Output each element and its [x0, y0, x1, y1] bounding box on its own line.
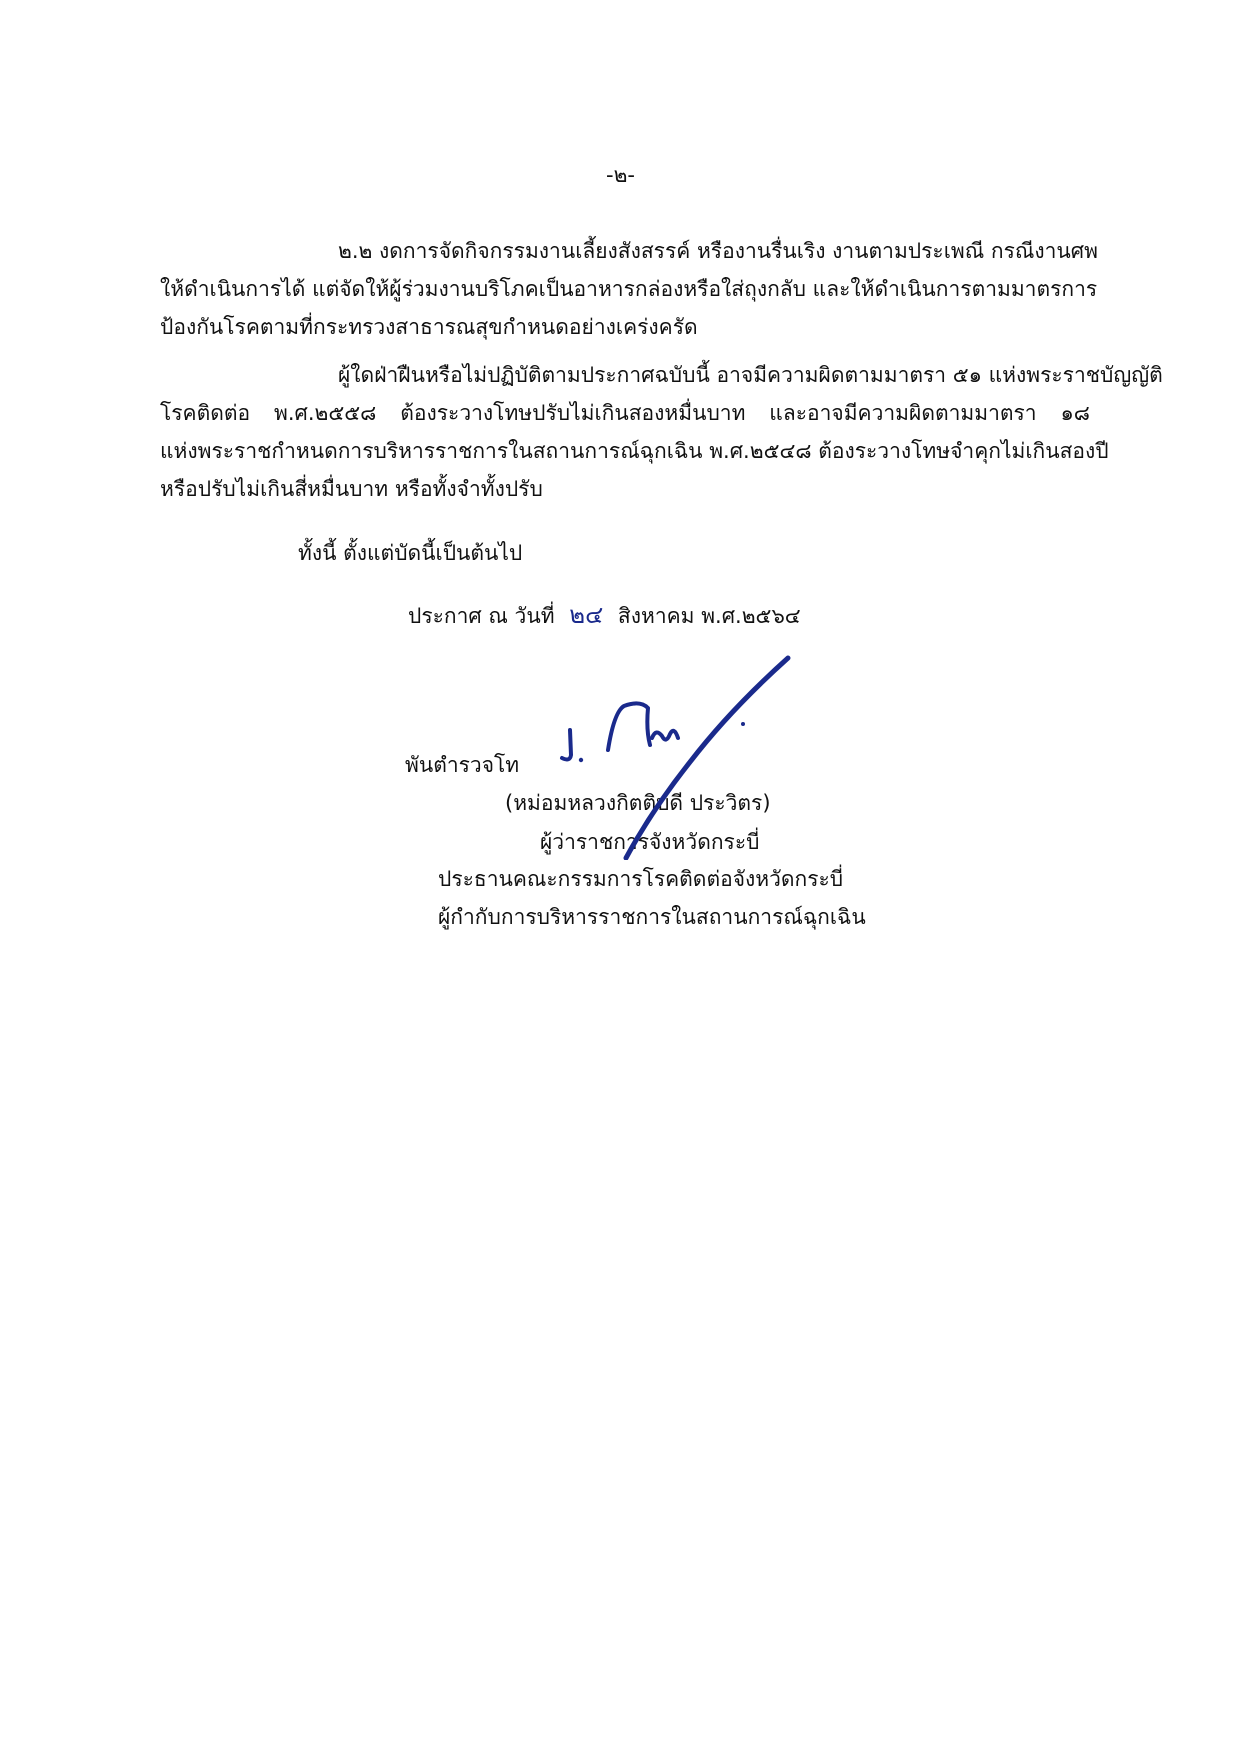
paragraph-gathering-restrictions — [160, 232, 1098, 346]
paragraph-line: หรือปรับไม่เกินสี่หมื่นบาท หรือทั้งจำทั้งปรับ — [160, 477, 543, 501]
paragraph-line: ๒.๒ งดการจัดกิจกรรมงานเลี้ยงสังสรรค์ หรืองานรื่นเริง งานตามประเพณี กรณีงานศพ — [338, 239, 1098, 263]
signatory-title-emergency-supervisor: ผู้กำกับการบริหารราชการในสถานการณ์ฉุกเฉิน — [438, 905, 866, 929]
announcement-date — [408, 600, 801, 631]
paragraph-line: ให้ดำเนินการได้ แต่จัดให้ผู้ร่วมงานบริโภคเป็นอาหารกล่องหรือใส่ถุงกลับ และให้ดำเนินการตามมาตรการ — [160, 277, 1098, 301]
date-month-year: สิงหาคม พ.ศ.๒๕๖๔ — [617, 604, 801, 628]
page-number: -๒- — [606, 163, 635, 187]
signatory-name: (หม่อมหลวงกิตติบดี ประวิตร) — [505, 791, 771, 815]
handwritten-signature — [540, 650, 810, 860]
paragraph-line: แห่งพระราชกำหนดการบริหารราชการในสถานการณ์ฉุกเฉิน พ.ศ.๒๕๔๘ ต้องระวางโทษจำคุกไม่เกินสองปี — [160, 439, 1109, 463]
paragraph-line: ป้องกันโรคตามที่กระทรวงสาธารณสุขกำหนดอย่างเคร่งครัด — [160, 315, 698, 339]
date-day: ๒๔ — [569, 601, 604, 629]
date-prefix: ประกาศ ณ วันที่ — [408, 604, 555, 628]
signatory-rank: พันตำรวจโท — [405, 753, 520, 777]
signatory-title-governor: ผู้ว่าราชการจังหวัดกระบี่ — [540, 830, 760, 854]
paragraph-line: ผู้ใดฝ่าฝืนหรือไม่ปฏิบัติตามประกาศฉบับนี้ อาจมีความผิดตามมาตรา ๕๑ แห่งพระราชบัญญัติ — [338, 363, 1163, 387]
paragraph-penalties — [160, 356, 1163, 508]
signatory-title-committee-chair: ประธานคณะกรรมการโรคติดต่อจังหวัดกระบี่ — [438, 867, 844, 891]
effective-clause: ทั้งนี้ ตั้งแต่บัดนี้เป็นต้นไป — [298, 541, 523, 565]
paragraph-line: โรคติดต่อ พ.ศ.๒๕๕๘ ต้องระวางโทษปรับไม่เกินสองหมื่นบาท และอาจมีความผิดตามมาตรา ๑๘ — [160, 401, 1090, 425]
